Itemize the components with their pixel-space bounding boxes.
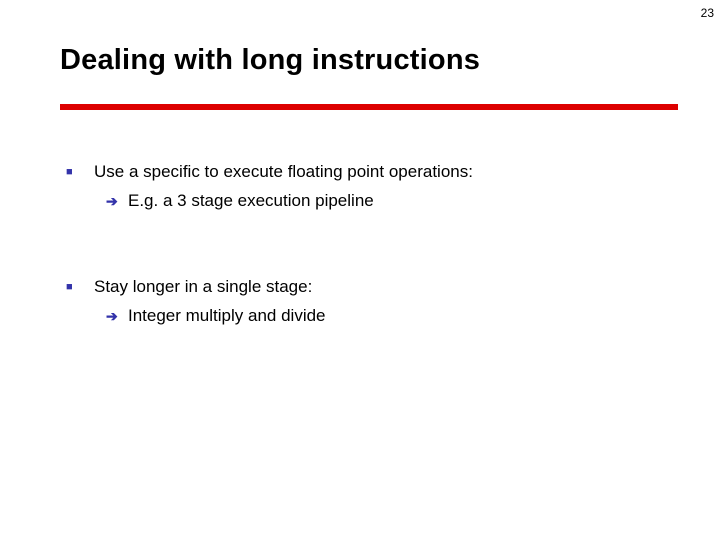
arrow-right-icon: ➔ — [106, 193, 118, 209]
slide-title: Dealing with long instructions — [60, 44, 481, 76]
square-bullet-icon: ■ — [66, 281, 73, 293]
sub-bullet-text: Integer multiply and divide — [128, 306, 326, 325]
bullet-item — [66, 276, 312, 298]
square-bullet-icon: ■ — [66, 166, 73, 178]
sub-bullet-item — [106, 305, 326, 327]
title-divider — [60, 104, 678, 110]
bullet-item — [66, 161, 473, 183]
arrow-right-icon: ➔ — [106, 308, 118, 324]
sub-bullet-text: E.g. a 3 stage execution pipeline — [128, 191, 374, 210]
sub-bullet-item — [106, 190, 374, 212]
bullet-text: Use a specific to execute floating point operations: — [94, 162, 473, 181]
page-number: 23 — [700, 6, 714, 20]
bullet-text: Stay longer in a single stage: — [94, 277, 313, 296]
